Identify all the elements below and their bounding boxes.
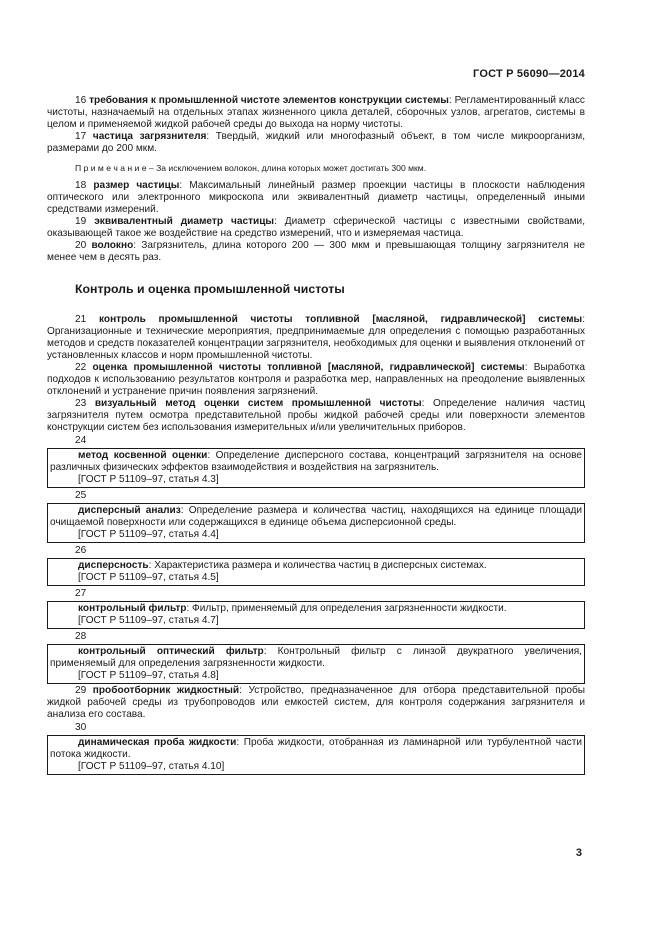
term-22: 22 оценка промышленной чистоты топливной [масляной, гидравлической] системы: Выработка подходов к использованию результатов контроля и разработка мер, направленных на преодоление выявленных отклонений и устранение причин появления загрязнений.: [47, 362, 586, 397]
term-title: требования к промышленной чистоте элементов конструкции системы: [89, 95, 449, 106]
section-title: Контроль и оценка промышленной чистоты: [75, 282, 345, 296]
term-title: метод косвенной оценки: [78, 450, 208, 461]
term-29: 29 пробоотборник жидкостный: Устройство, предназначенное для отбора представительной пробы жидкой рабочей среды из трубопроводов или емкостей систем, для контроля содержания загрязнителя и анализа его состава.: [47, 685, 585, 720]
document-body: [47, 95, 585, 776]
term-19: 19 эквивалентный диаметр частицы: Диаметр сферической частицы с известными свойствами, оказывающей такое же воздействие на средство измерений, что и измеряемая частица.: [47, 216, 585, 239]
reference: [ГОСТ Р 51109–97, статья 4.7]: [78, 615, 219, 626]
term-title: пробоотборник жидкостный: [92, 685, 240, 696]
term-title: эквивалентный диаметр частицы: [94, 216, 275, 227]
term-number: 24: [75, 435, 87, 446]
reference: [ГОСТ Р 51109–97, статья 4.8]: [78, 670, 219, 681]
term-23: 23 визуальный метод оценки систем промышленной чистоты: Определение наличия частиц загрязнителя путем осмотра представительной пробы жидкой рабочей среды или поверхности элементов конструкции систем без использования измерительных и/или увеличительных приборов.: [47, 398, 585, 433]
term-title: дисперсный анализ: [78, 505, 181, 516]
term-title: контрольный фильтр: [78, 603, 187, 614]
term-box-26: дисперсность: Характеристика размера и количества частиц в дисперсных системах. [ГОСТ Р 51109–97, статья 4.5]: [47, 558, 585, 586]
page-number: 3: [575, 847, 582, 859]
term-box-27: контрольный фильтр: Фильтр, применяемый для определения загрязненности жидкости. [ГОСТ Р 51109–97, статья 4.7]: [47, 601, 585, 629]
reference: [ГОСТ Р 51109–97, статья 4.5]: [78, 572, 219, 583]
reference: [ГОСТ Р 51109–97, статья 4.10]: [78, 761, 225, 772]
term-number: 27: [75, 588, 87, 599]
term-21: 21 контроль промышленной чистоты топливной [масляной, гидравлической] системы: Организационные и технические мероприятия, предпринимаемые для определения с помощью разработанных методов и средств показателей концентрации загрязнителя, необходимых для оценки и выявления отклонений от установленных классов и норм промышленной чистоты.: [47, 314, 585, 361]
term-box-25: дисперсный анализ: Определение размера и количества частиц, находящихся на единице площади очищаемой поверхности или содержащихся в единице объема дисперсионной среды. [ГОСТ Р 51109–97, статья 4.4]: [47, 503, 585, 543]
term-title: динамическая проба жидкости: [78, 737, 237, 748]
term-title: оценка промышленной чистоты топливной [масляной, гидравлической] системы: [92, 362, 525, 373]
reference: [ГОСТ Р 51109–97, статья 4.3]: [78, 474, 219, 485]
term-16: 16 требования к промышленной чистоте элементов конструкции системы: Регламентированный класс чистоты, назначаемый на отдельных этапах жизненного цикла деталей, сборочных узлов, агрегатов, системы в целом и применяемой жидкой рабочей среды до выхода на норму чистоты.: [47, 95, 585, 130]
term-title: размер частицы: [93, 180, 180, 191]
term-box-24: метод косвенной оценки: Определение дисперсного состава, концентраций загрязнителя на основе различных физических эффектов взаимодействия и воздействия на загрязнитель. [ГОСТ Р 51109–97, статья 4.3]: [47, 448, 585, 488]
term-20: 20 волокно: Загрязнитель, длина которого 200 — 300 мкм и превышающая толщину загрязнителя не менее чем в десять раз.: [47, 240, 585, 263]
term-title: визуальный метод оценки систем промышленной чистоты: [94, 398, 422, 409]
term-18: 18 размер частицы: Максимальный линейный размер проекции частицы в плоскости наблюдения оптического или электронного микроскопа или эквивалентный диаметр частицы, определенный иными средствами измерений.: [47, 180, 585, 215]
term-number: 28: [75, 631, 87, 642]
term-box-30: динамическая проба жидкости: Проба жидкости, отобранная из ламинарной или турбулентной части потока жидкости. [ГОСТ Р 51109–97, статья 4.10]: [47, 735, 585, 775]
term-title: контрольный оптический фильтр: [78, 646, 264, 657]
reference: [ГОСТ Р 51109–97, статья 4.4]: [78, 529, 219, 540]
term-title: дисперсность: [78, 560, 149, 571]
term-title: контроль промышленной чистоты топливной [масляной, гидравлической] системы: [98, 314, 583, 325]
note: П р и м е ч а н и е – За исключением волокон, длина которых может достигать 300 мкм.: [75, 163, 427, 173]
term-number: 25: [75, 490, 87, 501]
term-17: 17 частица загрязнителя: Твердый, жидкий или многофазный объект, в том числе микроорганизм, размерами до 200 мкм.: [47, 131, 585, 154]
term-number: 26: [75, 545, 87, 556]
term-title: частица загрязнителя: [92, 131, 207, 142]
term-title: волокно: [91, 240, 134, 251]
document-header: ГОСТ Р 56090—2014: [473, 68, 585, 80]
term-number: 30: [75, 722, 87, 733]
term-box-28: контрольный оптический фильтр: Контрольный фильтр с линзой двукратного увеличения, применяемый для определения загрязненности жидкости. [ГОСТ Р 51109–97, статья 4.8]: [47, 644, 585, 684]
